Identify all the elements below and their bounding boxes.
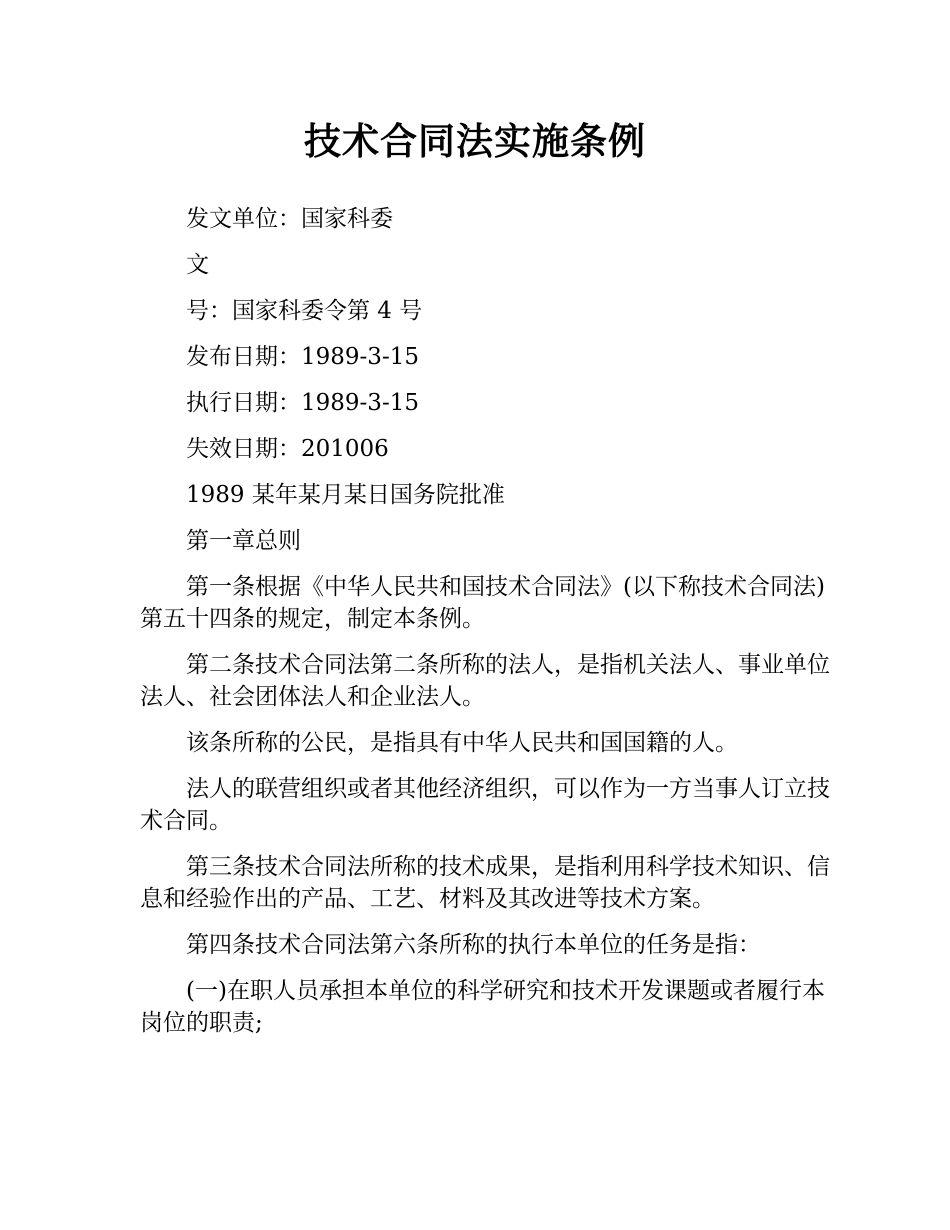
chapter-heading: 第一章总则	[186, 528, 301, 554]
article-4-paragraph: 第四条技术合同法第六条所称的执行本单位的任务是指：	[186, 932, 761, 958]
article-4-item-1-paragraph: (一)在职人员承担本单位的科学研究和技术开发课题或者履行本岗位的职责;	[140, 978, 825, 1036]
expiry-date-line: 失效日期：201006	[186, 436, 389, 462]
article-2-citizen-paragraph: 该条所称的公民，是指具有中华人民共和国国籍的人。	[186, 730, 738, 756]
document-number-line: 号：国家科委令第 4 号	[186, 298, 423, 324]
effective-date-line: 执行日期：1989-3-15	[186, 390, 419, 416]
approval-line: 1989 某年某月某日国务院批准	[186, 482, 505, 508]
publish-date-line: 发布日期：1989-3-15	[186, 344, 419, 370]
document-number-label-line: 文	[186, 252, 209, 278]
issuing-unit-line: 发文单位：国家科委	[186, 206, 393, 232]
article-2-paragraph: 第二条技术合同法第二条所称的法人，是指机关法人、事业单位法人、社会团体法人和企业法人。	[140, 652, 830, 710]
document-title: 技术合同法实施条例	[304, 120, 646, 163]
article-2-joint-organization-paragraph: 法人的联营组织或者其他经济组织，可以作为一方当事人订立技术合同。	[140, 776, 830, 834]
article-1-paragraph: 第一条根据《中华人民共和国技术合同法》(以下称技术合同法)第五十四条的规定，制定本条例。	[140, 574, 825, 632]
article-3-paragraph: 第三条技术合同法所称的技术成果，是指利用科学技术知识、信息和经验作出的产品、工艺、材料及其改进等技术方案。	[140, 854, 830, 912]
document-body	[140, 203, 830, 1053]
